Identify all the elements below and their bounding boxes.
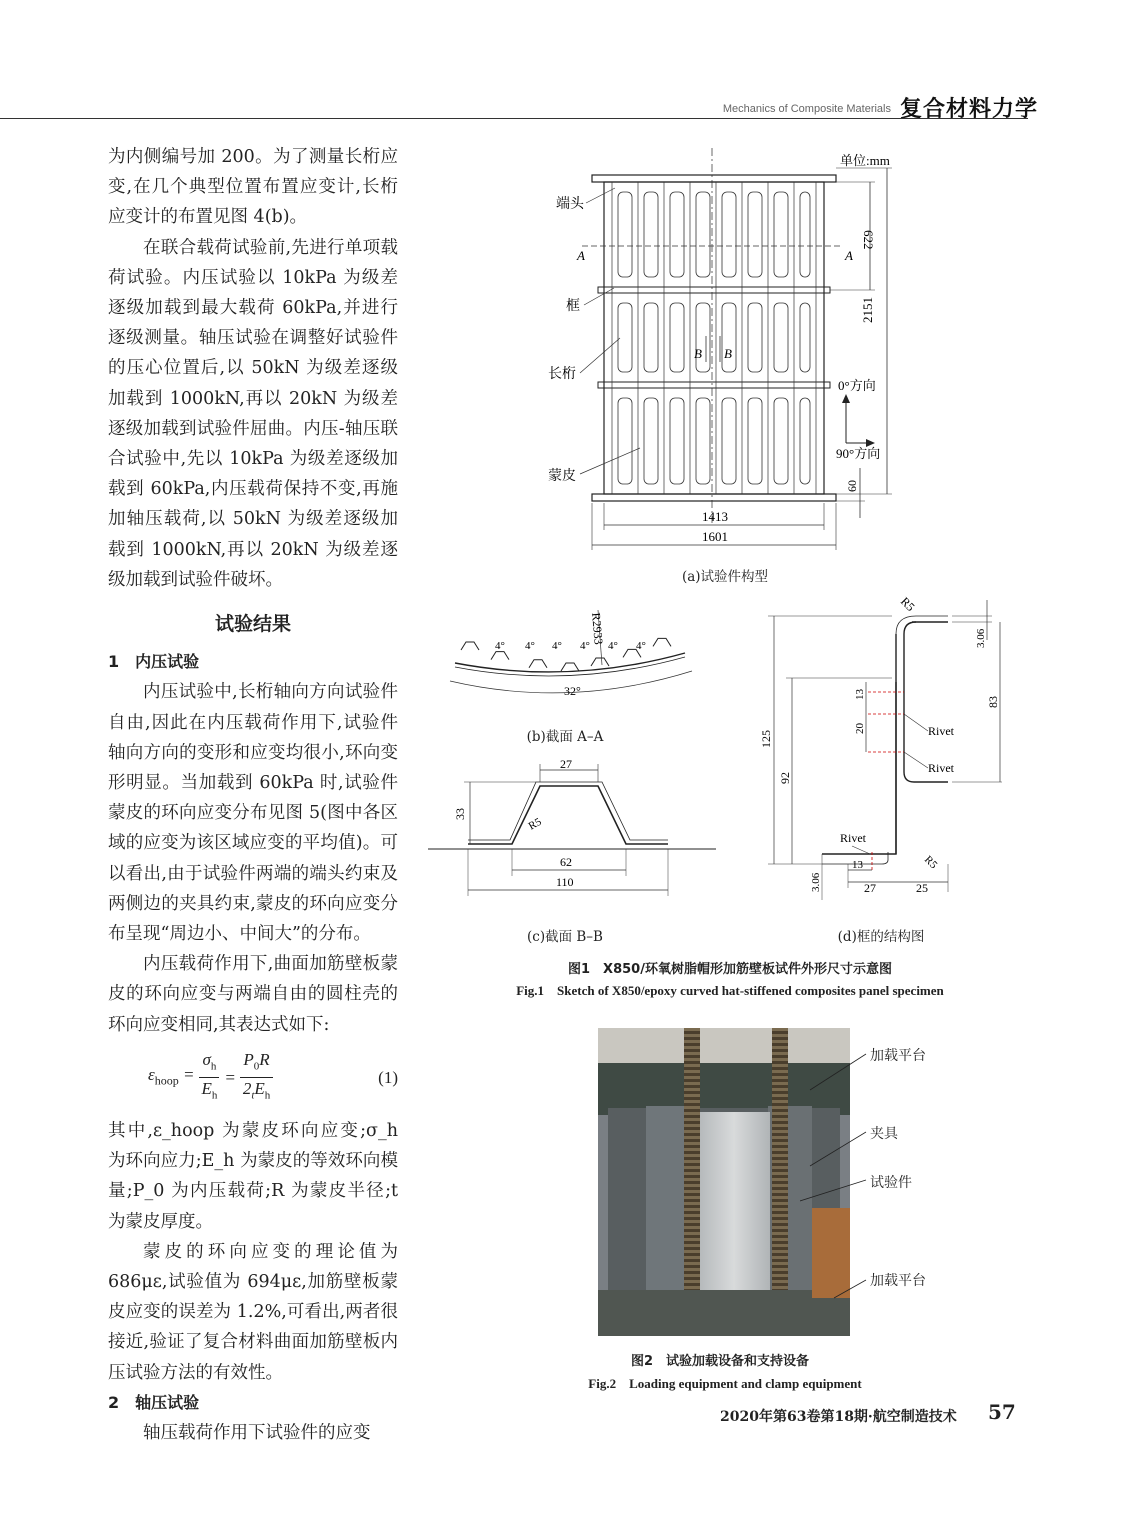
- dim-13b: 13: [852, 859, 863, 871]
- label-skin: 蒙皮: [548, 469, 576, 484]
- section-mark: B: [694, 346, 702, 361]
- direction-90: 90°方向: [836, 446, 881, 461]
- dim-27: 27: [560, 757, 572, 771]
- radius-label: R2933: [589, 612, 606, 646]
- dim-125: 125: [759, 730, 773, 748]
- figure-1c-drawing: [428, 752, 718, 902]
- dim-306-bottom: 3.06: [810, 872, 822, 892]
- subsection-title: 1 内压试验: [108, 652, 200, 672]
- figure-1-caption-en: Fig.1 Sketch of X850/epoxy curved hat-stiffened composites panel specimen: [516, 983, 944, 998]
- angle-label: 4°: [525, 640, 535, 652]
- page-number: 57: [988, 1400, 1016, 1424]
- paragraph: 蒙皮的环向应变的理论值为 686με,试验值为 694με,加筋壁板蒙皮应变的误差为 1.2%,可看出,两者很接近,验证了复合材料曲面加筋壁板内压试验方法的有效性。: [108, 1241, 398, 1383]
- label-loading-platform-bottom: 加载平台: [870, 1273, 926, 1289]
- figure-1d-drawing: [752, 592, 1002, 902]
- dim-83: 83: [986, 696, 1000, 708]
- stringers: [612, 182, 816, 494]
- equation-number: (1): [378, 1067, 398, 1087]
- caption-1b: (b)截面 A–A: [526, 729, 604, 745]
- journal-name-en: Mechanics of Composite Materials: [722, 103, 891, 115]
- label-loading-platform-top: 加载平台: [870, 1048, 926, 1064]
- dim-25: 25: [916, 881, 928, 895]
- figure-1a-drawing: [540, 148, 920, 558]
- figure-1b-drawing: [440, 605, 700, 715]
- label-frame: 框: [566, 299, 580, 314]
- dim-1601: 1601: [702, 529, 728, 544]
- section-title: 试验结果: [214, 613, 291, 636]
- angle-label: 4°: [608, 640, 618, 652]
- rivet-label: Rivet: [840, 831, 866, 845]
- dim-62: 62: [560, 855, 572, 869]
- header-rule: [0, 118, 1028, 119]
- radius-r5: R5: [526, 815, 544, 833]
- rivet-label: Rivet: [928, 761, 954, 775]
- figure-2-caption-cn: 图2 试验加载设备和支持设备: [630, 1354, 810, 1369]
- angle-total: 32°: [564, 684, 581, 698]
- angle-label: 4°: [552, 640, 562, 652]
- caption-1a: (a)试验件构型: [681, 569, 769, 585]
- section-mark: A: [577, 248, 585, 263]
- paragraph: 在联合载荷试验前,先进行单项载荷试验。内压试验以 10kPa 为级差逐级加载到最大载荷 60kPa,并进行逐级测量。轴压试验在调整好试验件的压心位置后,以 50kN 为级差逐级加载到 1000kN,再以 20kN 为级差逐级加载到试验件屈曲。内压-轴压联合试验中,先以 10kPa 为级差逐级加载到 60kPa,内压载荷保持不变,再施加轴压载荷,以 50kN 为级差逐级加载到 1000kN,再以 20kN 为级差逐级加载到试验件破坏。: [108, 237, 398, 590]
- subsection-title: 2 轴压试验: [108, 1392, 200, 1412]
- radius-r5: R5: [897, 594, 918, 615]
- figure-1-caption-cn: 图1 X850/环氧树脂帽形加筋壁板试件外形尺寸示意图: [568, 962, 892, 977]
- paragraph: 内压试验中,长桁轴向方向试验件自由,因此在内压载荷作用下,试验件轴向方向的变形和应变均很小,环向变形明显。当加载到 60kPa 时,试验件蒙皮的环向应变分布见图 5(图中各区域的应变为该区域应变的平均值)。可以看出,由于试验件两端的端头约束及两侧边的夹具约束,蒙皮的环向应变分布呈现“周边小、中间大”的分布。: [108, 682, 398, 945]
- dim-622: 622: [861, 230, 876, 250]
- paragraph: 其中,ε_hoop 为蒙皮环向应变;σ_h 为环向应力;E_h 为蒙皮的等效环向模量;P_0 为内压载荷;R 为蒙皮半径;t 为蒙皮厚度。: [108, 1120, 398, 1232]
- dim-60: 60: [845, 480, 859, 492]
- dim-27: 27: [864, 881, 876, 895]
- caption-1d: (d)框的结构图: [837, 929, 925, 945]
- dim-306-top: 3.06: [975, 628, 987, 648]
- left-column: [108, 142, 398, 1448]
- dim-2151: 2151: [860, 297, 875, 323]
- dim-92: 92: [778, 772, 792, 784]
- rivet-label: Rivet: [928, 724, 954, 738]
- unit-label: 单位:mm: [840, 153, 890, 168]
- label-end: 端头: [556, 197, 584, 212]
- section-mark: A: [845, 248, 853, 263]
- angle-label: 4°: [580, 640, 590, 652]
- issue-info: 2020年第63卷第18期·航空制造技术: [720, 1409, 957, 1425]
- direction-0: 0°方向: [838, 378, 876, 393]
- dim-33: 33: [453, 808, 467, 820]
- dim-13: 13: [854, 689, 866, 700]
- dim-110: 110: [556, 875, 574, 889]
- figure-2-caption-en: Fig.2 Loading equipment and clamp equipment: [588, 1376, 862, 1391]
- equation-1: $\varepsilon_{hoop}$ = $\frac{\sigma_h}{E_h}$ = $\frac{P_0R}{2_tE_h}$ (1): [148, 1050, 398, 1102]
- label-stringer: 长桁: [548, 367, 576, 382]
- section-mark: B: [724, 346, 732, 361]
- angle-label: 4°: [495, 640, 505, 652]
- label-specimen: 试验件: [870, 1175, 912, 1191]
- journal-name-cn: 复合材料力学: [900, 96, 1039, 122]
- label-clamp: 夹具: [870, 1126, 898, 1142]
- caption-1c: (c)截面 B–B: [527, 929, 603, 945]
- paragraph: 内压载荷作用下,曲面加筋壁板蒙皮的环向应变与两端自由的圆柱壳的环向应变相同,其表达式如下:: [108, 954, 398, 1035]
- figure-2-leaders: [800, 1040, 880, 1300]
- radius-r5: R5: [921, 853, 940, 872]
- paragraph: 轴压载荷作用下试验件的应变: [143, 1422, 371, 1443]
- angle-label: 4°: [636, 640, 646, 652]
- dim-1413: 1413: [702, 509, 728, 524]
- paragraph: 为内侧编号加 200。为了测量长桁应变,在几个典型位置布置应变计,长桁应变计的布置见图 4(b)。: [108, 147, 398, 228]
- dim-20: 20: [854, 723, 866, 734]
